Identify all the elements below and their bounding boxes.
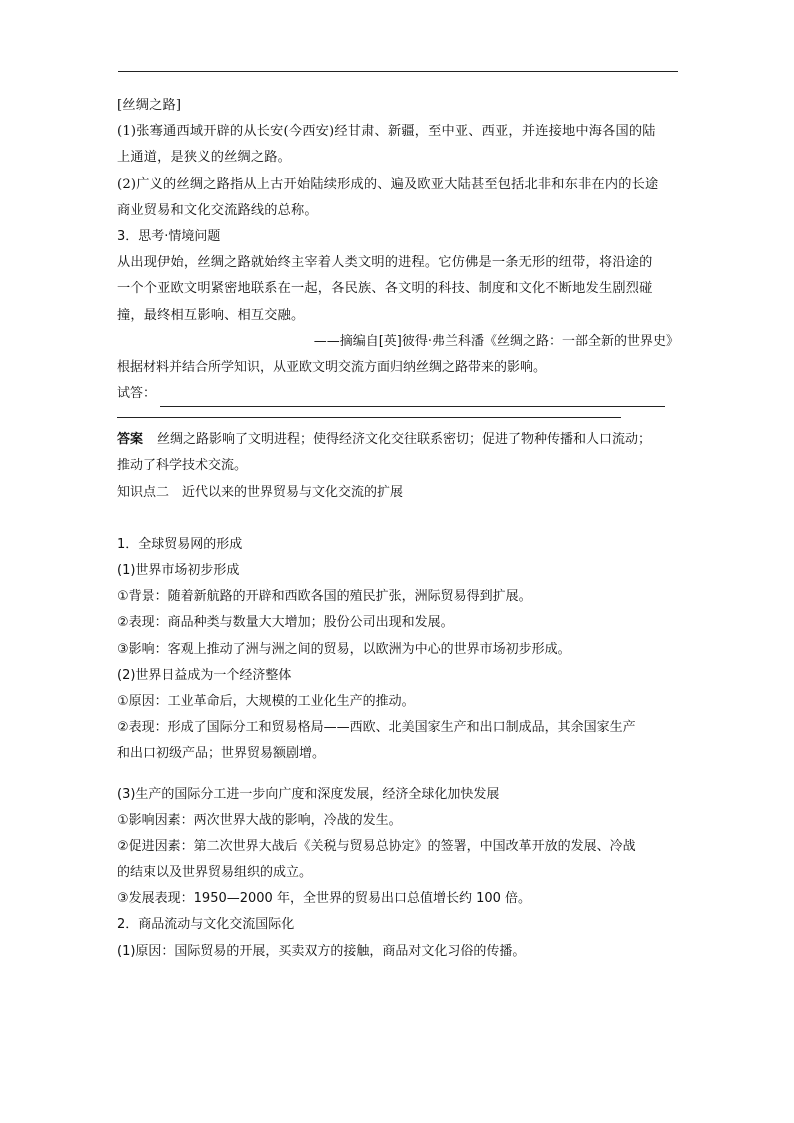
subheading: (3)生产的国际分工进一步向广度和深度发展，经济全球化加快发展 (117, 786, 500, 802)
section-title-silk-road: [丝绸之路] (117, 98, 182, 113)
section-heading: 2．商品流动与文化交流国际化 (117, 917, 295, 933)
answer-label: 答案 (117, 432, 144, 448)
material-source: ——摘编自[英]彼得·弗兰科潘《丝绸之路：一部全新的世界史》 (313, 333, 679, 349)
subheading: (1)世界市场初步形成 (117, 563, 240, 578)
list-item: ③发展表现：1950—2000 年，全世界的贸易出口总值增长约 100 倍。 (117, 891, 532, 907)
header-rule (118, 71, 678, 72)
list-item: (1)原因：国际贸易的开展，买卖双方的接触，商品对文化习俗的传播。 (117, 943, 526, 959)
question-prompt: 根据材料并结合所学知识，从亚欧文明交流方面归纳丝绸之路带来的影响。 (117, 359, 547, 375)
paragraph-line: (1)张骞通西域开辟的从长安(今西安)经甘肃、新疆，至中亚、西亚，并连接地中海各国的陆 (117, 124, 656, 140)
list-item: ①原因：工业革命后，大规模的工业化生产的推动。 (117, 693, 415, 709)
knowledge-point-title: 知识点二 近代以来的世界贸易与文化交流的扩展 (117, 484, 404, 500)
spacer (117, 768, 681, 782)
spacer (117, 506, 681, 532)
list-item: 和出口初级产品；世界贸易额剧增。 (117, 746, 326, 762)
list-item: ②表现：商品种类与数量大大增加；股份公司出现和发展。 (117, 615, 454, 631)
answer-line (117, 427, 681, 453)
answer-input-line-2[interactable] (117, 417, 621, 418)
list-item: ①影响因素：两次世界大战的影响，冷战的发生。 (117, 812, 402, 828)
answer-text: 丝绸之路影响了文明进程；使得经济文化交往联系密切；促进了物种传播和人口流动； (157, 432, 652, 448)
list-item: ③影响：客观上推动了洲与洲之间的贸易，以欧洲为中心的世界市场初步形成。 (117, 641, 571, 657)
list-item: ①背景：随着新航路的开辟和西欧各国的殖民扩张，洲际贸易得到扩展。 (117, 589, 532, 605)
answer-input-row (117, 381, 681, 407)
material-line: 一个个亚欧文明紧密地联系在一起，各民族、各文明的科技、制度和文化不断地发生剧烈碰 (117, 281, 653, 297)
subheading: (2)世界日益成为一个经济整体 (117, 667, 292, 683)
paragraph-line: 商业贸易和文化交流路线的总称。 (117, 202, 318, 218)
answer-input-line[interactable] (160, 392, 665, 407)
paragraph-line: (2)广义的丝绸之路指从上古开始陆续形成的、遍及欧亚大陆甚至包括北非和东非在内的长途 (117, 176, 659, 192)
page-content (117, 93, 681, 965)
question-heading: 3．思考·情境问题 (117, 228, 221, 244)
material-line: 从出现伊始，丝绸之路就始终主宰着人类文明的进程。它仿佛是一条无形的纽带，将沿途的 (117, 255, 653, 271)
answer-input-line-2-row (117, 407, 681, 427)
answer-line: 推动了科学技术交流。 (117, 458, 248, 474)
list-item: 的结束以及世界贸易组织的成立。 (117, 865, 313, 881)
paragraph-line: 上通道，是狭义的丝绸之路。 (117, 150, 292, 166)
section-heading: 1．全球贸易网的形成 (117, 536, 243, 552)
list-item: ②促进因素：第二次世界大战后《关税与贸易总协定》的签署，中国改革开放的发展、冷战 (117, 838, 636, 854)
list-item: ②表现：形成了国际分工和贸易格局——西欧、北美国家生产和出口制成品，其余国家生产 (117, 720, 636, 736)
material-line: 撞，最终相互影响、相互交融。 (117, 307, 305, 323)
answer-input-label: 试答： (117, 386, 157, 402)
